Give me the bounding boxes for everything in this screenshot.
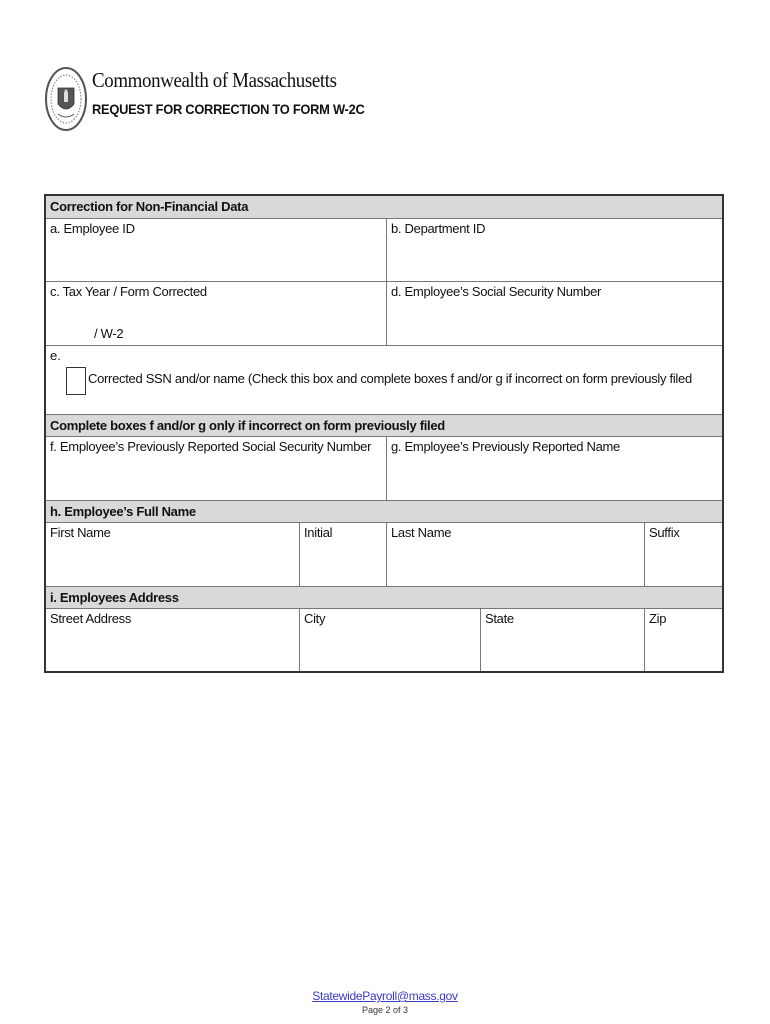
row-tax-year-ssn bbox=[46, 281, 722, 345]
organization-name: Commonwealth of Massachusetts bbox=[92, 68, 337, 92]
employee-id-label: a. Employee ID bbox=[50, 221, 135, 236]
previous-name-label: g. Employee’s Previously Reported Name bbox=[391, 439, 620, 454]
row-previous bbox=[46, 436, 722, 500]
checkbox-label: Corrected SSN and/or name (Check this box and complete boxes f and/or g if incorrect on form previously filed bbox=[88, 371, 692, 386]
payroll-email-link[interactable]: StatewidePayroll@mass.gov bbox=[312, 989, 458, 1003]
street-address-label: Street Address bbox=[50, 611, 132, 626]
ssn-label: d. Employee’s Social Security Number bbox=[391, 284, 602, 299]
e-label: e. bbox=[50, 348, 61, 363]
suffix-field[interactable] bbox=[644, 523, 722, 586]
row-checkbox bbox=[46, 345, 722, 414]
section-full-name-title: h. Employee’s Full Name bbox=[46, 500, 722, 522]
state-label: State bbox=[485, 611, 514, 626]
employee-id-field[interactable] bbox=[46, 219, 386, 281]
department-id-label: b. Department ID bbox=[391, 221, 486, 236]
ssn-field[interactable] bbox=[386, 282, 722, 345]
department-id-field[interactable] bbox=[386, 219, 722, 281]
w2-form-suffix: / W-2 bbox=[94, 326, 124, 341]
last-name-label: Last Name bbox=[391, 525, 452, 540]
massachusetts-seal-logo bbox=[44, 66, 88, 132]
suffix-label: Suffix bbox=[649, 525, 680, 540]
previous-name-field[interactable] bbox=[386, 437, 722, 500]
previous-ssn-label: f. Employee’s Previously Reported Social Security Number bbox=[50, 439, 372, 454]
street-address-field[interactable] bbox=[46, 609, 299, 671]
page-number: Page 2 of 3 bbox=[361, 1005, 409, 1015]
city-label: City bbox=[304, 611, 326, 626]
row-full-name bbox=[46, 522, 722, 586]
first-name-label: First Name bbox=[50, 525, 111, 540]
section-previous-title: Complete boxes f and/or g only if incorrect on form previously filed bbox=[46, 414, 722, 436]
tax-year-field[interactable] bbox=[46, 282, 386, 345]
state-field[interactable] bbox=[480, 609, 644, 671]
zip-field[interactable] bbox=[644, 609, 722, 671]
tax-year-label: c. Tax Year / Form Corrected bbox=[50, 284, 207, 299]
row-ids bbox=[46, 218, 722, 281]
correction-form bbox=[44, 194, 724, 673]
initial-label: Initial bbox=[304, 525, 333, 540]
previous-ssn-field[interactable] bbox=[46, 437, 386, 500]
last-name-field[interactable] bbox=[386, 523, 644, 586]
row-address bbox=[46, 608, 722, 671]
first-name-field[interactable] bbox=[46, 523, 299, 586]
zip-label: Zip bbox=[649, 611, 667, 626]
city-field[interactable] bbox=[299, 609, 480, 671]
section-address-title: i. Employees Address bbox=[46, 586, 722, 608]
section-non-financial-title: Correction for Non-Financial Data bbox=[46, 196, 722, 218]
form-title: REQUEST FOR CORRECTION TO FORM W-2C bbox=[92, 101, 365, 117]
corrected-ssn-name-checkbox[interactable] bbox=[66, 367, 86, 395]
correction-checkbox-cell bbox=[46, 346, 722, 414]
initial-field[interactable] bbox=[299, 523, 386, 586]
